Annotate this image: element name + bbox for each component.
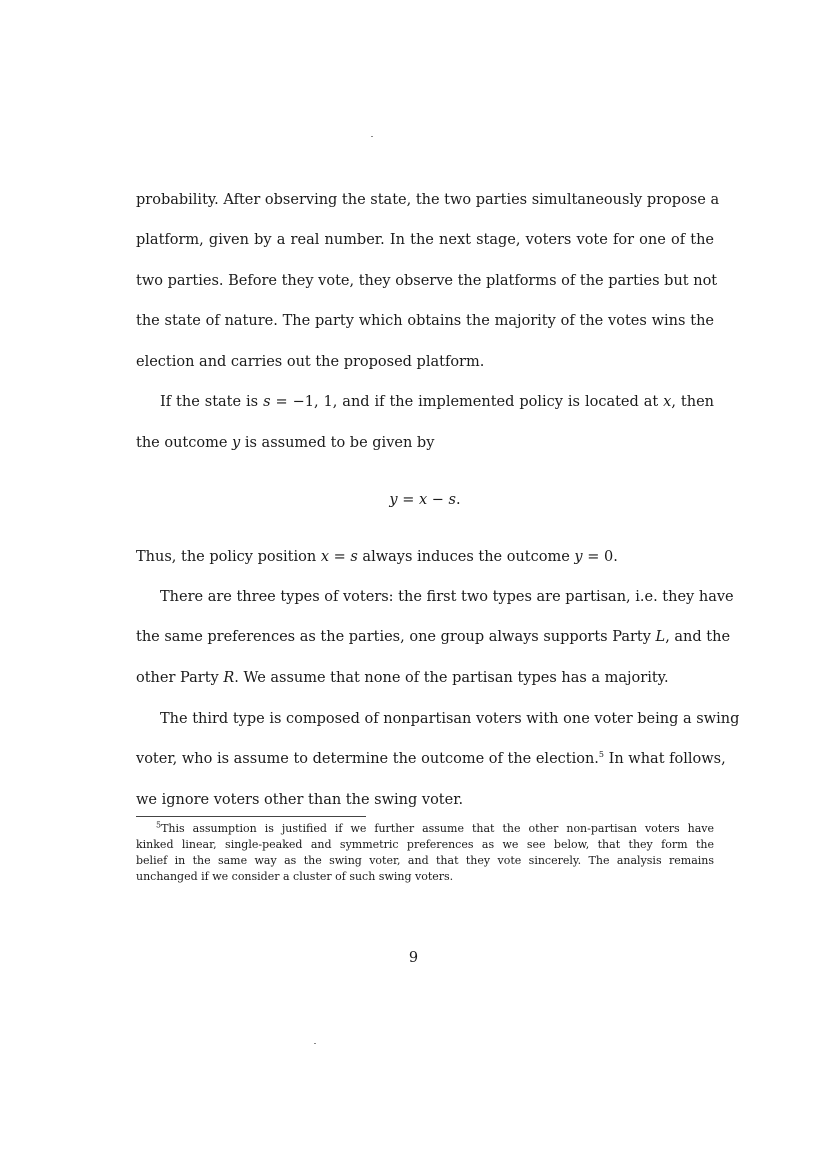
text-span: is assumed to be given by <box>240 435 435 451</box>
footnote-marker: 5 <box>598 750 605 760</box>
math-var: L <box>655 629 666 645</box>
scan-speck <box>314 1043 316 1044</box>
math-op: . <box>455 492 461 508</box>
text-line: we ignore voters other than the swing voter. <box>136 792 464 808</box>
footnote-line: unchanged if we consider a cluster of such swing voters. <box>136 870 454 883</box>
footnote-marker: 5 <box>156 820 162 830</box>
text-line: The third type is composed of nonpartisan voters with one voter being a swing <box>160 711 740 727</box>
text-line <box>136 393 714 411</box>
math-var: x <box>320 549 329 565</box>
text-span: = −1, 1, and if the implemented policy is located at <box>270 394 664 410</box>
text-line: two parties. Before they vote, they observe the platforms of the parties but not <box>136 273 718 289</box>
scan-speck <box>371 136 373 137</box>
text-span: the same preferences as the parties, one group always supports Party <box>136 629 656 645</box>
text-line: probability. After observing the state, the two parties simultaneously propose a <box>136 192 720 208</box>
text-line <box>136 548 714 566</box>
text-line <box>136 669 714 687</box>
text-span: = 0. <box>582 549 618 565</box>
display-equation <box>136 491 714 509</box>
math-var: x <box>418 492 428 508</box>
footnote-line: belief in the same way as the swing voter, and that they vote sincerely. The analysis remains <box>136 854 714 867</box>
text-span: In what follows, <box>604 751 726 767</box>
text-span: voter, who is assume to determine the outcome of the election. <box>136 751 599 767</box>
text-line <box>136 750 726 768</box>
math-var: s <box>263 394 271 410</box>
text-span: Thus, the policy position <box>136 549 321 565</box>
math-var: y <box>389 492 398 508</box>
math-var: R <box>223 670 235 686</box>
math-op: − <box>427 492 449 508</box>
text-span: always induces the outcome <box>357 549 575 565</box>
math-var: x <box>663 394 672 410</box>
text-span: other Party <box>136 670 224 686</box>
text-line: election and carries out the proposed platform. <box>136 354 485 370</box>
text-line <box>136 434 714 452</box>
text-line: There are three types of voters: the first two types are partisan, i.e. they have <box>160 589 734 605</box>
math-var: y <box>232 435 241 451</box>
footnote-rule <box>136 816 366 817</box>
text-span: If the state is <box>160 394 259 410</box>
text-span: , and the <box>665 629 731 645</box>
page-number: 9 <box>408 950 419 966</box>
math-var: s <box>350 549 358 565</box>
math-var: y <box>574 549 583 565</box>
text-line <box>136 628 731 646</box>
footnote-line: kinked linear, single-peaked and symmetric preferences as we see below, that they form the <box>136 838 714 851</box>
text-span: the outcome <box>136 435 233 451</box>
text-line: platform, given by a real number. In the next stage, voters vote for one of the <box>136 232 714 248</box>
text-line: the state of nature. The party which obtains the majority of the votes wins the <box>136 313 714 329</box>
text-span: = <box>329 549 351 565</box>
text-span: This assumption is justified if we further assume that the other non-partisan voters have <box>161 822 714 835</box>
text-span: , then <box>671 394 714 410</box>
text-span: . We assume that none of the partisan types has a majority. <box>234 670 669 686</box>
math-op: = <box>397 492 419 508</box>
footnote-line <box>136 822 714 836</box>
math-var: s <box>448 492 456 508</box>
